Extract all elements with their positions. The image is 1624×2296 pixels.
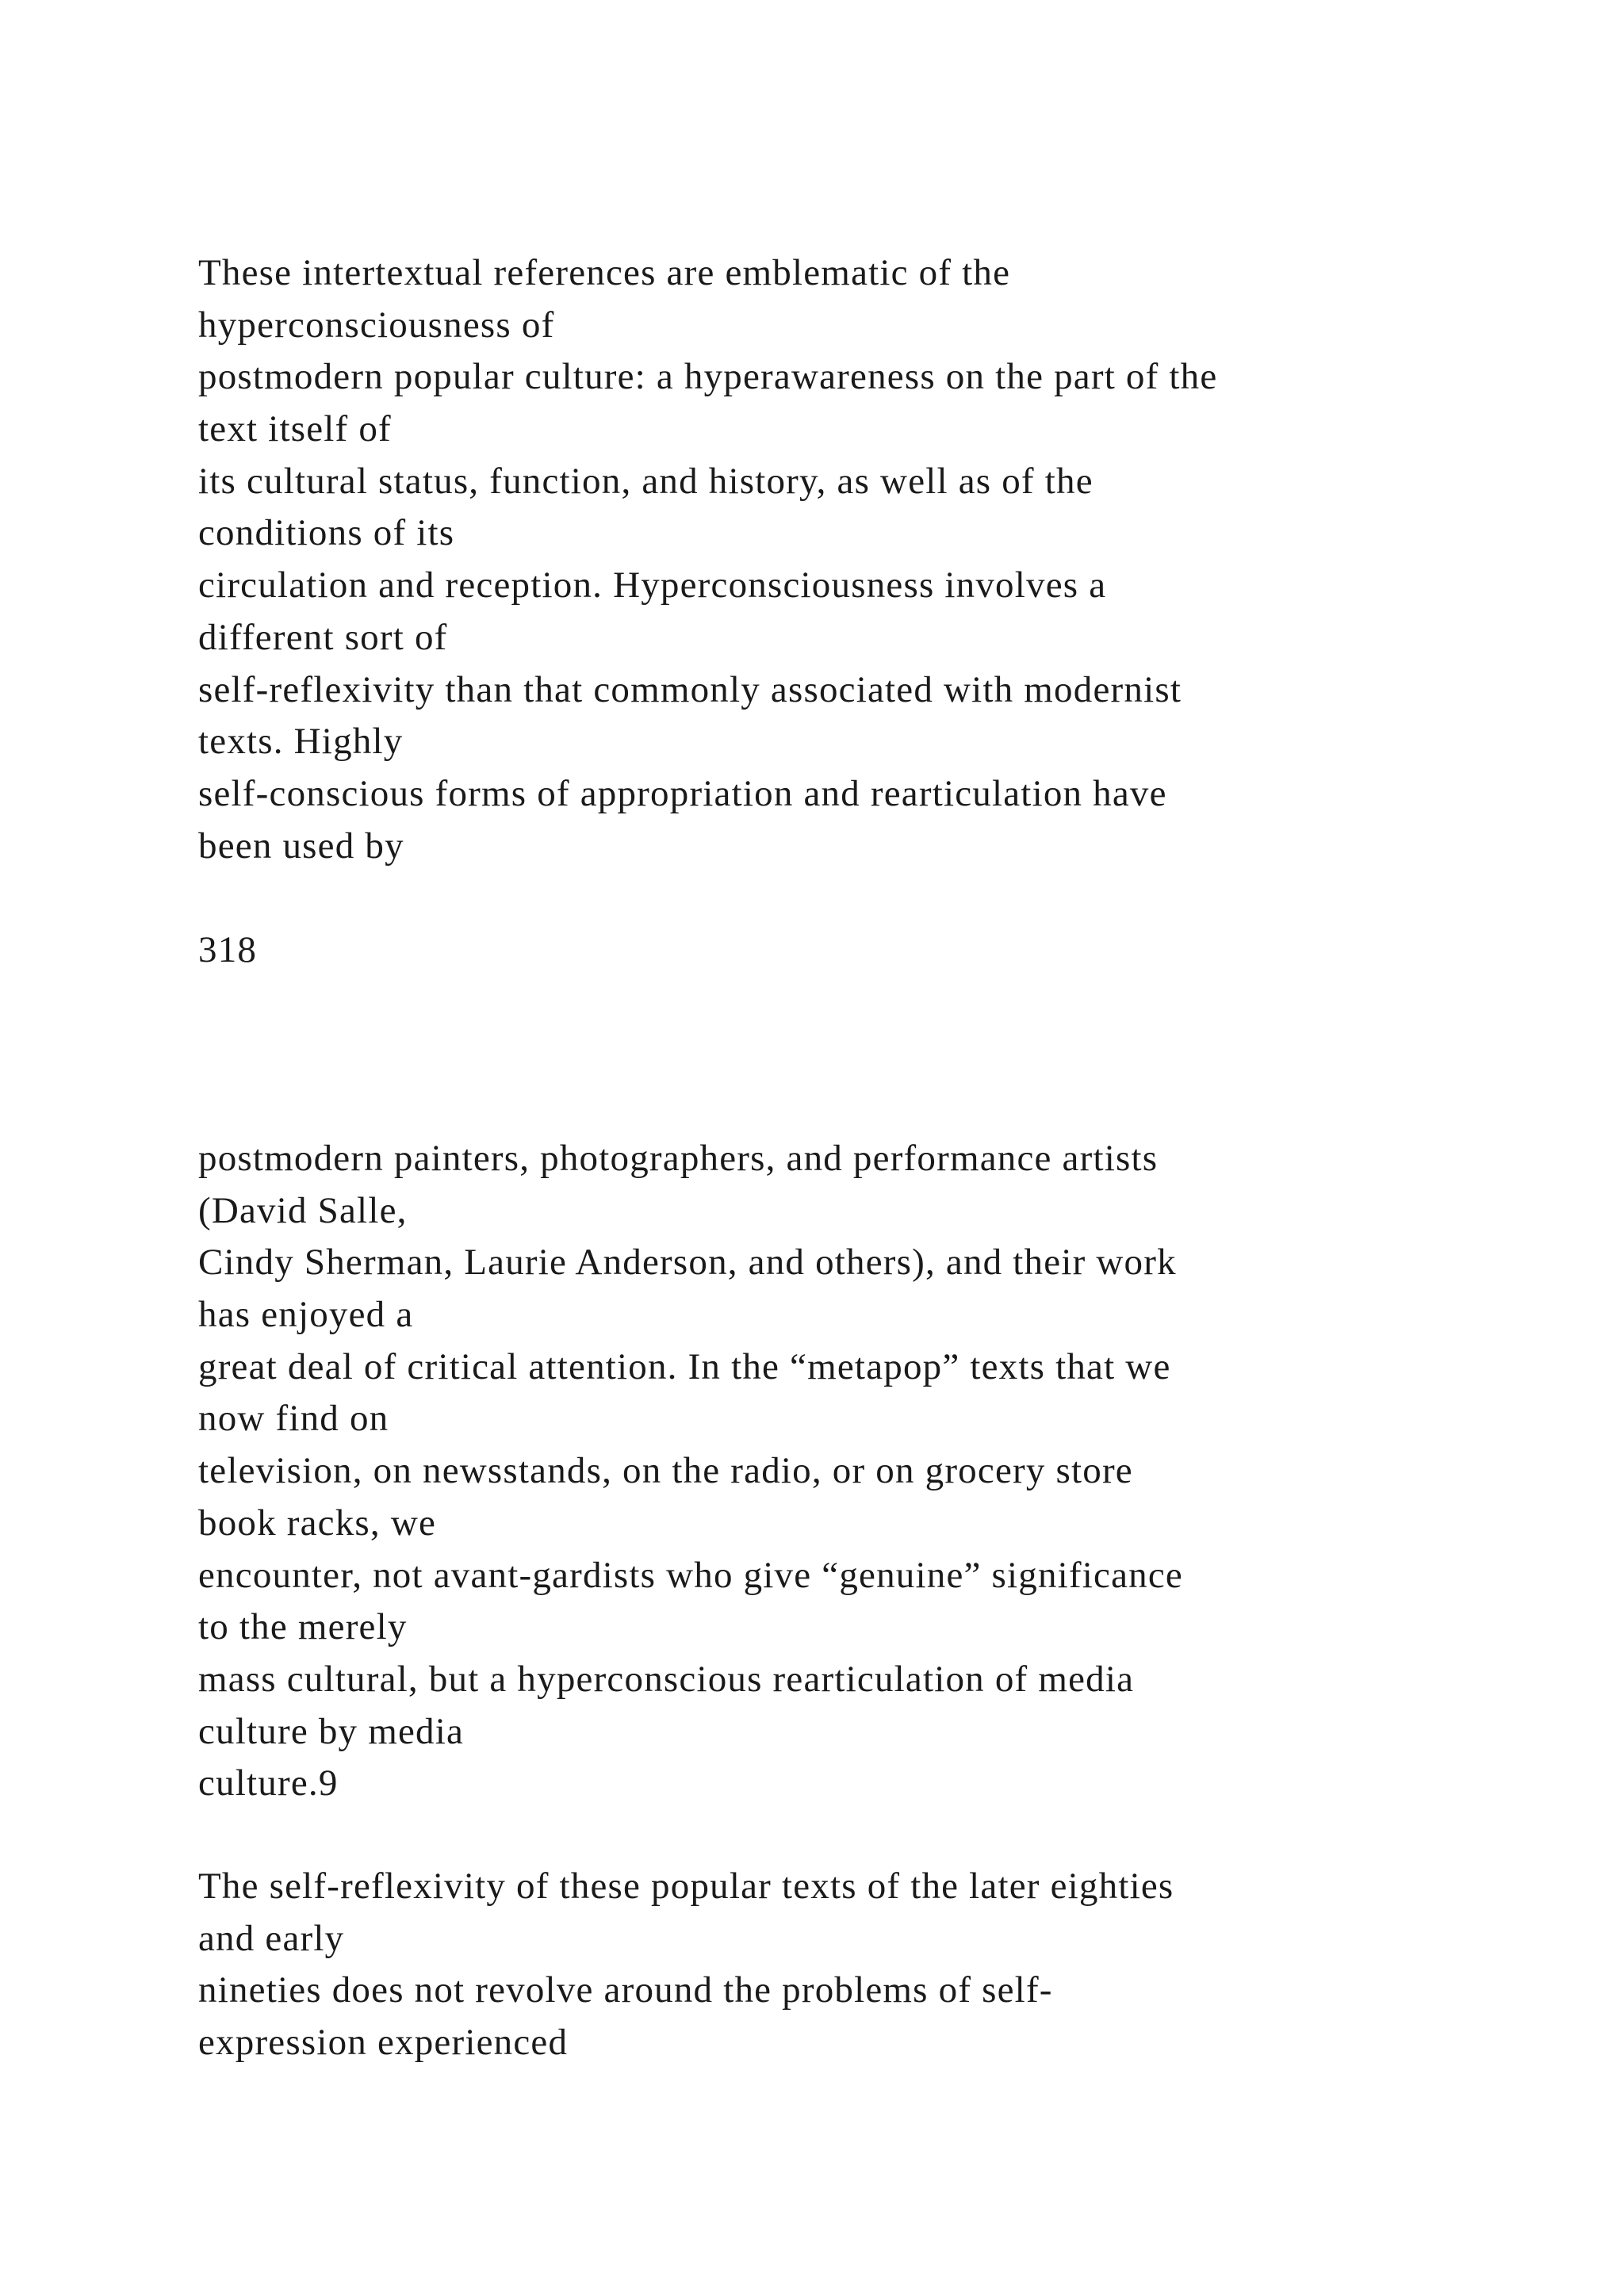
- text-line: postmodern painters, photographers, and performance artists: [198, 1138, 1159, 1179]
- text-line: conditions of its: [198, 512, 455, 554]
- text-line: now find on: [198, 1398, 389, 1440]
- text-line: circulation and reception. Hyperconsciousness involves a: [198, 564, 1107, 607]
- text-line: self-reflexivity than that commonly associated with modernist: [198, 668, 1182, 710]
- text-line: texts. Highly: [198, 721, 404, 763]
- text-line: hyperconsciousness of: [198, 304, 555, 346]
- text-line: The self-reflexivity of these popular texts of the later eighties: [198, 1866, 1174, 1907]
- paragraph-metapop: [198, 1133, 1507, 1810]
- text-line: text itself of: [198, 408, 392, 450]
- paragraph-hyperconsciousness: [198, 247, 1507, 872]
- text-line: Cindy Sherman, Laurie Anderson, and others), and their work: [198, 1242, 1177, 1284]
- text-line: book racks, we: [198, 1502, 437, 1544]
- text-line: its cultural status, function, and history, as well as of the: [198, 460, 1094, 502]
- text-line: has enjoyed a: [198, 1294, 414, 1336]
- text-line: expression experienced: [198, 2022, 569, 2064]
- text-line: mass cultural, but a hyperconscious rearticulation of media: [198, 1658, 1135, 1700]
- text-line: culture by media: [198, 1710, 465, 1752]
- text-line: and early: [198, 1917, 345, 1959]
- page-number-text: 318: [198, 929, 258, 970]
- text-line: great deal of critical attention. In the “metapop” texts that we: [198, 1345, 1171, 1387]
- text-line: nineties does not revolve around the problems of self-: [198, 1969, 1053, 2011]
- text-line: culture.9: [198, 1762, 339, 1804]
- page-number: [198, 924, 1507, 977]
- text-line: television, on newsstands, on the radio, or on grocery store: [198, 1450, 1133, 1492]
- text-line: These intertextual references are emblematic of the: [198, 252, 1011, 293]
- text-line: different sort of: [198, 616, 448, 658]
- text-line: encounter, not avant-gardists who give “genuine” significance: [198, 1554, 1183, 1596]
- text-line: (David Salle,: [198, 1189, 408, 1231]
- text-line: to the merely: [198, 1606, 408, 1648]
- text-line: self-conscious forms of appropriation and rearticulation have: [198, 772, 1167, 814]
- text-line: been used by: [198, 825, 404, 867]
- text-line: postmodern popular culture: a hyperawareness on the part of the: [198, 356, 1218, 398]
- paragraph-self-reflexivity: [198, 1861, 1507, 2069]
